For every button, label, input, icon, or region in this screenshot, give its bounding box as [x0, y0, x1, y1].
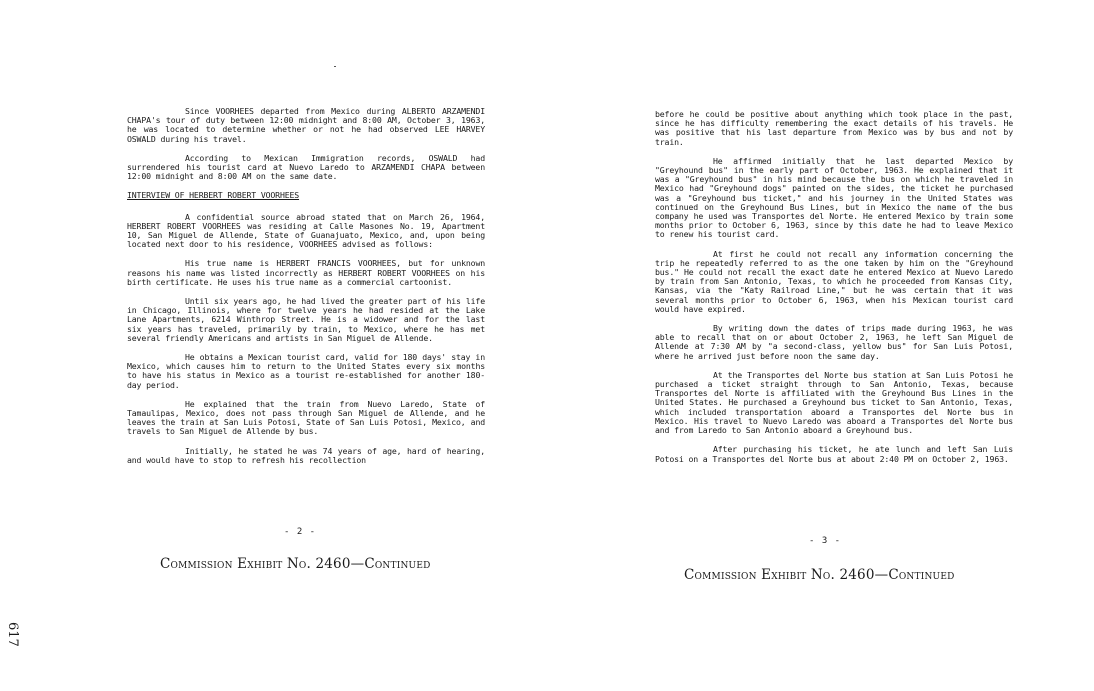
paragraph: According to Mexican Immigration records, OSWALD had surrendered his tourist card at Nuevo Laredo to ARZAMENDI CHAPA between 12:00 midnight and 8:00 AM on the same date. [127, 152, 485, 182]
paragraph: By writing down the dates of trips made during 1963, he was able to recall that on or about October 2, 1963, he left San Miguel de Allende at 7:30 AM by "a second-class, yellow bus" for San Luis Potosi, where he arrived just before noon the same day. [655, 323, 1013, 361]
right-page-body [655, 110, 1013, 474]
paragraph: A confidential source abroad stated that on March 26, 1964, HERBERT ROBERT VOORHEES was residing at Calle Masones No. 19, Apartment 10, San Miguel de Allende, State of Guanajuato, Mexico, and, upon being located next door to his residence, VOORHEES advised as follows: [127, 211, 485, 250]
paragraph: At first he could not recall any information concerning the trip he repeatedly referred to as the one taken by him on the "Greyhound bus." He could not recall the exact date he entered Mexico at Nuevo Laredo by train from San Antonio, Texas, to which he proceeded from Kansas City, Kansas, via the "Katy Railroad Line," but he was certain that it was several months prior to October 6, 1963, when his Mexican tourist card would have expired. [655, 248, 1013, 314]
left-page-body [127, 107, 485, 475]
paragraph: He affirmed initially that he last departed Mexico by "Greyhound bus" in the early part of October, 1963. He explained that it was a "Greyhound bus" in his mind because the bus on which he traveled in Mexico had "Greyhound dogs" painted on the sides, the ticket he purchased was a "Greyhound bus ticket," and his journey in the United States was continued on the Greyhound Bus Lines, but in Mexico the name of the bus company he used was Transportes del Norte. He entered Mexico by train some months prior to October 6, 1963, since by this date he had to leave Mexico to renew his tourist card. [655, 155, 1013, 240]
section-heading: INTERVIEW OF HERBERT ROBERT VOORHEES [127, 190, 300, 201]
paragraph: His true name is HERBERT FRANCIS VOORHEES, but for unknown reasons his name was listed incorrectly as HERBERT ROBERT VOORHEES on his birth certificate. He uses his true name as a commercial cartoonist. [127, 258, 485, 287]
page-number: - 2 - [284, 527, 317, 537]
paragraph: Until six years ago, he had lived the greater part of his life in Chicago, Illinois, where for twelve years he had resided at the Lake Lane Apartments, 6214 Winthrop Street. He is a widower and for the last six years has traveled, primarily by train, to Mexico, where he has met several friendly Americans and artists in San Miguel de Allende. [127, 296, 485, 343]
paragraph: Since VOORHEES departed from Mexico during ALBERTO ARZAMENDI CHAPA's tour of duty between 12:00 midnight and 8:00 AM, October 3, 1963, he was located to determine whether or not he had observed LEE HARVEY OSWALD during his travel. [127, 106, 485, 144]
paragraph: At the Transportes del Norte bus station at San Luis Potosi he purchased a ticket straight through to San Antonio, Texas, because Transportes del Norte is affiliated with the Greyhound Bus Lines in the United States. He purchased a Greyhound bus ticket to San Antonio, Texas, which included transportation aboard a Transportes del Norte bus in Mexico. His travel to Nuevo Laredo was aboard a Transportes del Norte bus and from Laredo to San Antonio aboard a Greyhound bus. [655, 369, 1013, 436]
paragraph: before he could be positive about anything which took place in the past, since he has difficulty remembering the exact details of his travels. He was positive that his last departure from Mexico was by bus and not by train. [655, 109, 1013, 147]
paragraph: Initially, he stated he was 74 years of age, hard of hearing, and would have to stop to refresh his recollection [127, 445, 485, 465]
exhibit-caption: Commission Exhibit No. 2460—Continued [684, 567, 955, 583]
page-number: - 3 - [809, 536, 842, 546]
exhibit-caption: Commission Exhibit No. 2460—Continued [160, 556, 431, 572]
right-document-page [547, 0, 1094, 691]
volume-page-number: 617 [5, 622, 20, 647]
paragraph: After purchasing his ticket, he ate lunch and left San Luis Potosi on a Transportes del Norte bus at about 2:40 PM on October 2, 1963. [655, 444, 1013, 464]
paragraph: He explained that the train from Nuevo Laredo, State of Tamaulipas, Mexico, does not pass through San Miguel de Allende, and he leaves the train at San Luis Potosi, State of San Luis Potosi, Mexico, and travels to San Miguel de Allende by bus. [127, 398, 485, 437]
scan-speck [334, 66, 336, 67]
paragraph: He obtains a Mexican tourist card, valid for 180 days' stay in Mexico, which causes him to return to the United States every six months to have his status in Mexico as a tourist re-established for another 180-day period. [127, 352, 485, 390]
